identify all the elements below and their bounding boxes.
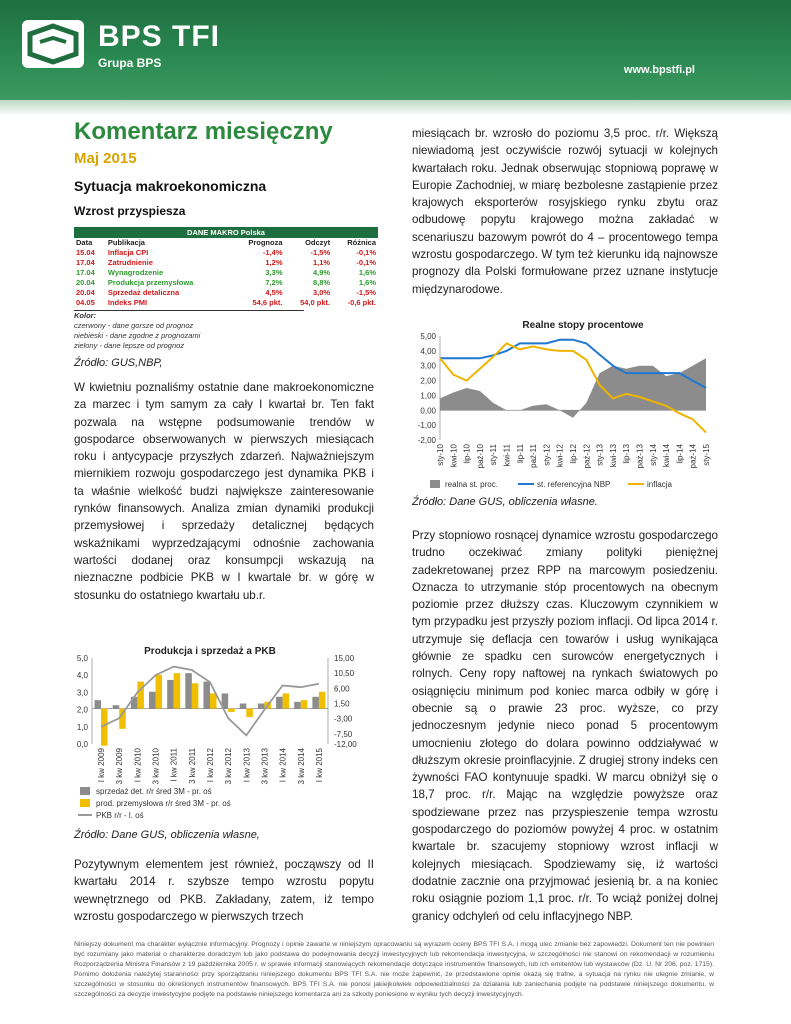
table-cell-diff: 1,6% (358, 278, 376, 287)
table-row (74, 248, 378, 258)
x-tick-label: 3 kw 2010 (151, 748, 161, 785)
source-note-2: Źródło: Dane GUS, obliczenia własne, (74, 829, 260, 841)
source-note-3: Źródło: Dane GUS, obliczenia własne. (412, 496, 598, 508)
table-row (74, 288, 378, 298)
table-cell-diff: -0,1% (356, 248, 376, 257)
column-header: Odczyt (305, 238, 331, 247)
x-tick-label: sty-12 (542, 444, 552, 466)
x-tick-label: sty-14 (648, 444, 658, 466)
x-tick-label: I kw 2012 (206, 748, 215, 783)
x-tick-label: kwi-12 (555, 444, 565, 468)
table-cell-forecast: -1,4% (262, 248, 283, 257)
table-cell-diff: -0,1% (356, 258, 376, 267)
table-cell-date: 17.04 (76, 268, 95, 277)
header-fade (0, 100, 791, 116)
table-cell-diff: 1,6% (358, 268, 376, 277)
x-tick-label: paź-13 (635, 444, 645, 469)
table-header-row (74, 238, 378, 248)
y-tick-label: 5,00 (420, 332, 436, 341)
x-tick-label: sty-10 (436, 444, 445, 466)
legend-swatch (430, 480, 440, 488)
table-cell-name: Inflacja CPI (107, 248, 149, 257)
y-right-tick-label: 15,00 (334, 654, 355, 663)
x-tick-label: 3 kw 2009 (115, 748, 125, 785)
bar-industrial-production (228, 709, 235, 712)
bar-retail-sales (312, 697, 319, 709)
table-cell-forecast: 7,2% (265, 278, 283, 287)
table-cell-name: Wynagrodzenie (107, 268, 164, 277)
bar-industrial-production (283, 693, 290, 708)
x-tick-label: sty-13 (595, 444, 605, 466)
legend-label: PKB r/r - l. oś (96, 811, 144, 820)
x-tick-label: kwi-14 (662, 444, 672, 468)
y-tick-label: 1,00 (420, 391, 436, 401)
macro-table-title: DANE MAKRO Polska (74, 227, 378, 238)
x-tick-label: 3 kw 2012 (224, 748, 234, 785)
x-tick-label: paź-12 (582, 444, 592, 469)
chart-title: Realne stopy procentowe (522, 320, 644, 331)
y-left-tick-label: 4,0 (76, 671, 88, 681)
y-tick-label: -2,00 (417, 436, 436, 445)
y-right-tick-label: -3,00 (334, 714, 353, 724)
x-tick-label: 3 kw 2011 (187, 748, 197, 784)
y-tick-label: 2,00 (420, 376, 436, 386)
bar-retail-sales (294, 702, 301, 709)
table-cell-date: 20.04 (76, 278, 95, 287)
table-row (74, 298, 378, 308)
table-row (74, 268, 378, 278)
table-cell-diff: -0,6 pkt. (347, 298, 376, 307)
real-rate-area (440, 358, 706, 417)
x-tick-label: lip-13 (622, 444, 632, 464)
x-tick-label: lip-14 (675, 444, 685, 464)
y-tick-label: -1,00 (417, 421, 436, 431)
y-tick-label: 0,00 (420, 406, 436, 416)
subsection-title: Wzrost przyspiesza (74, 204, 186, 218)
bar-industrial-production (301, 700, 308, 708)
table-cell-date: 17.04 (76, 258, 95, 267)
table-cell-forecast: 3,3% (265, 268, 283, 277)
source-note-1: Źródło: GUS,NBP, (74, 357, 163, 369)
real-interest-rates-chart (410, 314, 720, 492)
bar-retail-sales (149, 692, 156, 709)
bar-industrial-production (174, 673, 181, 708)
table-cell-actual: 4,9% (313, 268, 331, 277)
y-tick-label: 3,00 (420, 361, 436, 371)
y-right-tick-label: -12,00 (334, 740, 357, 749)
legend-label: sprzedaż det. r/r śred 3M - pr. oś (96, 787, 212, 796)
x-tick-label: kwi-10 (449, 444, 459, 468)
logo-name: BPS TFI (98, 20, 221, 53)
bar-retail-sales (240, 704, 247, 709)
legend-swatch (80, 787, 90, 795)
x-tick-label: paź-10 (475, 444, 485, 469)
column-header: Data (76, 238, 93, 247)
x-tick-label: sty-15 (702, 444, 711, 466)
column-header: Publikacja (107, 238, 145, 247)
table-cell-actual: 54,0 pkt. (300, 298, 331, 307)
x-tick-label: lip-12 (569, 444, 578, 464)
bar-industrial-production (210, 693, 217, 708)
legend-label: realna st. proc. (445, 480, 498, 489)
bar-industrial-production (319, 692, 326, 709)
table-row (74, 258, 378, 268)
y-right-tick-label: 1,50 (334, 699, 350, 709)
table-cell-name: Zatrudnienie (107, 258, 153, 267)
x-tick-label: paź-11 (529, 444, 539, 468)
page-subtitle: Maj 2015 (74, 150, 137, 167)
y-tick-label: 4,00 (420, 346, 436, 356)
table-cell-actual: -1,5% (310, 248, 331, 257)
page-header (0, 0, 791, 100)
legend-label: inflacja (647, 480, 672, 489)
y-left-tick-label: 5,0 (76, 654, 88, 663)
bar-industrial-production (246, 709, 253, 717)
bar-retail-sales (167, 680, 174, 709)
legend-swatch (80, 799, 90, 807)
y-left-tick-label: 2,0 (76, 705, 88, 715)
x-tick-label: sty-11 (489, 444, 499, 466)
website-link[interactable]: www.bpstfi.pl (623, 64, 695, 76)
x-tick-label: I kw 2009 (97, 748, 107, 783)
bar-retail-sales (203, 682, 210, 709)
table-cell-forecast: 54,6 pkt. (252, 298, 283, 307)
column-header: Prognoza (248, 238, 283, 247)
paragraph-3: miesiącach br. wzrosło do poziomu 3,5 proc. r/r. Większą niewiadomą jest oczywiście rozwój sytuacji w kolejnych kwartałach roku. Jednak obserwując stopniową poprawę w Europie Zachodniej, w miarę bezbolesne zastąpienie przez krajowych eksporterów rosyjskiego rynku zbytu oraz odbudowę popytu krajowego można zakładać w scenariuszu bazowym powrót do 4 – procentowego tempa wzrostu gospodarczego. W tym też kierunku idą najnowsze prognozy dla Polski formułowane przez uznane instytucje międzynarodowe. (412, 127, 718, 296)
bar-industrial-production (137, 682, 144, 709)
bar-retail-sales (95, 700, 102, 708)
legend-line: niebieski - dane zgodne z prognozami (74, 331, 201, 340)
x-tick-label: 3 kw 2013 (260, 748, 270, 785)
x-tick-label: I kw 2014 (278, 748, 288, 783)
table-cell-name: Indeks PMI (107, 298, 148, 307)
y-right-tick-label: 6,00 (334, 684, 350, 694)
bar-retail-sales (185, 673, 192, 708)
paragraph-2: Pozytywnym elementem jest również, począwszy od II kwartału 2014 r. szybsze tempo wzrostu popytu wewnętrznego od PKB. Zakładany, zatem, iż tempo wzrostu gospodarczego w pierwszych trzech (74, 858, 374, 923)
production-sales-gdp-chart (66, 644, 386, 826)
x-tick-label: 3 kw 2014 (296, 748, 306, 785)
bar-industrial-production (192, 683, 199, 708)
x-tick-label: lip-10 (462, 444, 472, 464)
chart-title: Produkcja i sprzedaż a PKB (144, 646, 276, 657)
y-left-tick-label: 0,0 (76, 740, 88, 749)
macro-data-table (74, 227, 378, 351)
legend-line: czerwony - dane gorsze od prognoz (74, 321, 194, 330)
bar-retail-sales (113, 705, 120, 708)
table-cell-actual: 3,0% (313, 288, 331, 297)
disclaimer-footer: Niniejszy dokument ma charakter wyłącznie informacyjny. Prognozy i opinie zawarte w niniejszym opracowaniu są wyrazem oceny BPS TFI S.A. i mogą ulec zmianie bez zapowiedzi. Dokument ten nie powinien być rozumiany jako materiał o charakterze doradczym lub jako podstawa do podejmowania decyzji inwestycyjnych lub rekomendacja inwestycyjna, w szczególności nie stanowi on rekomendacji w rozumieniu Rozporządzenia Ministra Finansów z 19 października 2005 r. w sprawie informacji stanowiących rekomendacje dotyczące instrumentów finansowych, lub ich emitentów lub wystawców (Dz. U. Nr 206, poz. 1715). Pomimo dołożenia należytej staranności przy sporządzaniu niniejszego dokumentu BPS TFI S.A. nie może zapewnić, że przedstawione opinie okażą się trafne, a sytuacja na rynku nie ulegnie zmianie, w szczególności w stosunku do określonych instrumentów finansowych. BPS TFI S.A. nie ponosi jakiejkolwiek odpowiedzialności za działania lub zaniechania podjęte na podstawie niniejszego dokumentu, w szczególności za decyzje inwestycyjne podjęte na podstawie niniejszego komentarza ani za szkody poniesione w wyniku tych decyzji inwestycyjnych. (74, 941, 714, 998)
x-tick-label: I kw 2010 (133, 748, 143, 783)
x-tick-label: I kw 2015 (314, 748, 324, 783)
legend-line: zielony - dane lepsze od prognoz (74, 341, 185, 350)
table-cell-date: 04.05 (76, 298, 95, 307)
bar-industrial-production (156, 675, 163, 709)
x-tick-label: I kw 2011 (169, 748, 179, 782)
y-left-tick-label: 1,0 (76, 722, 88, 732)
table-cell-actual: 8,8% (313, 278, 331, 287)
x-tick-label: kwi-13 (608, 444, 618, 468)
column-header: Różnica (347, 238, 376, 247)
table-row (74, 278, 378, 288)
y-left-tick-label: 3,0 (76, 688, 88, 698)
table-cell-forecast: 1,2% (265, 258, 283, 267)
table-cell-forecast: 4,5% (265, 288, 283, 297)
table-cell-name: Produkcja przemysłowa (107, 278, 194, 287)
legend-title: Kolor: (74, 311, 97, 320)
x-tick-label: paź-14 (688, 444, 698, 469)
page-title: Komentarz miesięczny (74, 118, 333, 145)
bps-logo-icon (22, 20, 84, 68)
logo-subtitle: Grupa BPS (98, 56, 162, 70)
y-right-tick-label: -7,50 (334, 729, 353, 739)
table-cell-date: 15.04 (76, 248, 95, 257)
legend-label: st. referencyjna NBP (537, 480, 611, 489)
x-tick-label: I kw 2013 (242, 748, 252, 783)
x-tick-label: lip-11 (515, 444, 525, 463)
x-tick-label: kwi-11 (502, 444, 512, 467)
table-cell-actual: 1,1% (313, 258, 331, 267)
legend-label: prod. przemysłowa r/r śred 3M - pr. oś (96, 799, 231, 808)
table-cell-diff: -1,5% (356, 288, 376, 297)
table-cell-name: Sprzedaż detaliczna (107, 288, 180, 297)
paragraph-1: W kwietniu poznaliśmy ostatnie dane makroekonomiczne za marzec i tym samym za cały I kwartał br. Ten fakt pozwala na wstępne podsumowanie trendów w gospodarce obserwowanych w pierwszych miesiącach roku i antycypacje przyszłych zdarzeń. Najważniejszym miernikiem rozwoju gospodarczego jest dynamika PKB i ta właśnie wielkość budzi największe zainteresowanie rynków finansowych. Analiza zmian dynamiki produkcji przemysłowej i sprzedaży detalicznej będących wskaźnikami wyprzedzającymi odnośnie zachowania wartości dodanej oraz konsumpcji wskazują na nieznaczne podbicie PKB w I kwartale br. w górę w stosunku do ostatniego kwartału ub.r. (74, 381, 374, 602)
table-cell-date: 20.04 (76, 288, 95, 297)
bar-retail-sales (276, 697, 283, 709)
y-right-tick-label: 10,50 (334, 669, 355, 679)
bar-retail-sales (258, 704, 265, 709)
section-title: Sytuacja makroekonomiczna (74, 178, 267, 194)
paragraph-4: Przy stopniowo rosnącej dynamice wzrostu gospodarczego trudno oczekiwać zmiany polityki pieniężnej zadekretowanej przez RPP na marcowym posiedzeniu. Oznacza to utrzymanie stóp procentowych na obecnym poziomie przez dłuższy czas. Kluczowym czynnikiem w tym przypadku jest przyszły poziom inflacji. Od lipca 2014 r. utrzymuje się deflacja cen towarów i usług wynikająca głównie ze spadku cen surowców energetycznych i rolnych. Ceny ropy naftowej na rynkach światowych po osiągnięciu minimum pod koniec marca odbiły w górę i obecnie są o prawie 23 proc. wyższe, co przy jednoczesnym jedynie nieco ponad 5 procentowym umocnieniu złotego do dolara powinno oddziaływać w dłuższym okresie proinflacyjnie. Z drugiej strony indeks cen żywności FAO kontynuuje spadki. W marcu obniżył się o 18,7 proc. r/r. Mając na względzie powyższe oraz spodziewane przez nas przyspieszenie tempa wzrostu gospodarczego do poziomów powyżej 4 proc. w ostatnim kwartale br. szacujemy stopniowy wzrost inflacji w kolejnych miesiącach. Spodziewamy się, iż wartości dodatnie zacznie ona przyjmować jesienią br. a na koniec roku osiągnie poziom 1,1 proc. r/r. To wciąż poniżej dolnej granicy odchyleń od celu inflacyjnego NBP. (412, 529, 718, 923)
